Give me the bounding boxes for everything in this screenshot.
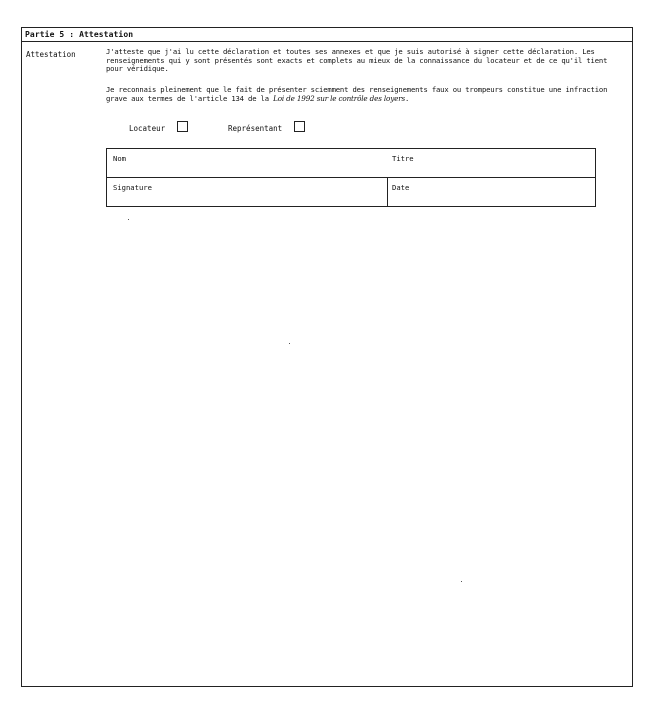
paragraph-end: . [405, 93, 410, 103]
section-header: Partie 5 : Attestation [22, 28, 632, 42]
attestation-side-label: Attestation [26, 50, 76, 59]
lessor-label: Locateur [129, 124, 166, 133]
cell-divider [387, 178, 388, 206]
title-field[interactable]: Titre [392, 154, 414, 163]
lessor-choice [129, 124, 188, 134]
scan-speck [128, 219, 129, 220]
false-information-paragraph [106, 86, 628, 103]
paragraph-text: Je reconnais pleinement que le fait de présenter sciemment des renseignements faux ou trompeurs constitue une infraction grave aux termes de l'article 134 de la [106, 85, 608, 103]
signature-date-row [107, 178, 595, 207]
signature-field[interactable]: Signature [113, 183, 152, 192]
attestation-form-frame [21, 27, 633, 687]
lessor-checkbox[interactable] [177, 121, 188, 132]
signature-table [106, 148, 596, 207]
date-field[interactable]: Date [392, 183, 410, 192]
representative-choice [228, 124, 305, 134]
name-field[interactable]: Nom [113, 154, 126, 163]
representative-checkbox[interactable] [294, 121, 305, 132]
scan-speck [461, 581, 462, 582]
name-title-row [107, 149, 595, 178]
scan-speck [289, 343, 290, 344]
law-title: Loi de 1992 sur le contrôle des loyers [273, 93, 406, 103]
representative-label: Représentant [228, 124, 283, 133]
attestation-paragraph: J'atteste que j'ai lu cette déclaration et toutes ses annexes et que je suis autorisé à signer cette déclaration. Les renseignements qui y sont présentés sont exacts et complets au mieux de la connaissance du locateur et de ce qu'il tient pour véridique. [106, 47, 608, 74]
